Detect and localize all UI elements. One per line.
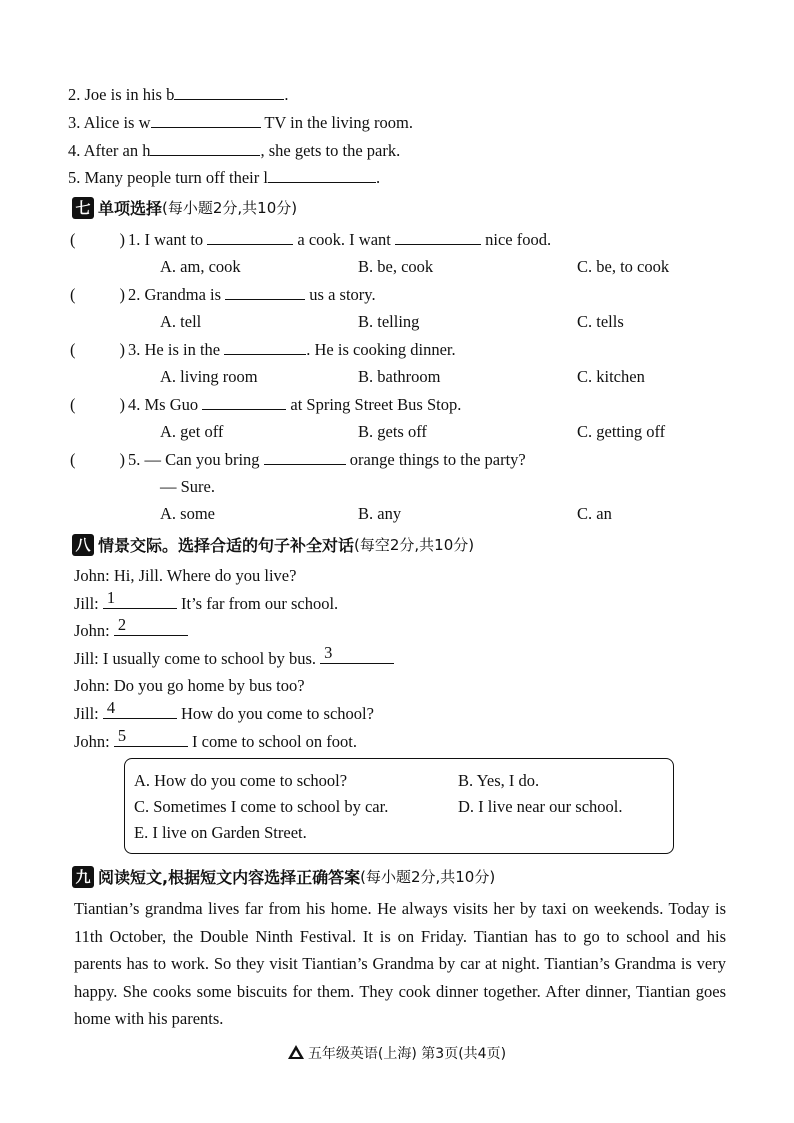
answer-paren[interactable]: ( ) xyxy=(70,285,125,304)
section-note: (每小题2分,共10分) xyxy=(162,199,298,217)
option-c[interactable]: C. kitchen xyxy=(577,367,645,386)
answer-blank[interactable] xyxy=(150,140,260,156)
option-b[interactable]: B. telling xyxy=(358,312,420,331)
fill-item-5: 5. Many people turn off their l . xyxy=(68,168,381,187)
dialogue-line-2: Jill: 1 It’s far from our school. xyxy=(74,588,339,613)
answer-blank[interactable] xyxy=(264,449,346,465)
answer-blank[interactable] xyxy=(224,339,306,355)
option-c[interactable]: C. getting off xyxy=(577,422,666,441)
answer-paren[interactable]: ( ) xyxy=(70,340,125,359)
answer-paren[interactable]: ( ) xyxy=(70,230,125,249)
answer-blank[interactable]: 2 xyxy=(114,620,188,636)
footer-text: 五年级英语(上海) 第3页(共4页) xyxy=(307,1046,507,1062)
section-7-header xyxy=(72,196,297,219)
option-a[interactable]: A. tell xyxy=(160,312,202,331)
answer-blank[interactable] xyxy=(268,167,376,183)
answer-paren[interactable]: ( ) xyxy=(70,450,125,469)
section-8-header xyxy=(72,533,474,556)
option-b[interactable]: B. gets off xyxy=(358,422,427,441)
choice-b[interactable]: B. Yes, I do. xyxy=(458,771,540,790)
mc-question-4: ( ) 4. Ms Guo at Spring Street Bus Stop. xyxy=(70,395,462,414)
option-c[interactable]: C. an xyxy=(577,504,612,523)
dialogue-line-7: John: 5 I come to school on foot. xyxy=(74,726,357,751)
mc-question-1: ( ) 1. I want to a cook. I want nice food. xyxy=(70,230,552,249)
option-a[interactable]: A. am, cook xyxy=(160,257,241,276)
section-badge: 八 xyxy=(72,534,94,556)
dialogue-line-6: Jill: 4 How do you come to school? xyxy=(74,698,374,723)
choice-a[interactable]: A. How do you come to school? xyxy=(134,771,348,790)
option-b[interactable]: B. any xyxy=(358,504,402,523)
option-a[interactable]: A. get off xyxy=(160,422,224,441)
fill-item-2: 2. Joe is in his b . xyxy=(68,85,289,104)
dialogue-line-5: John: Do you go home by bus too? xyxy=(74,676,305,695)
section-badge: 七 xyxy=(72,197,94,219)
dialogue-reply: — Sure. xyxy=(160,477,215,496)
logo-icon xyxy=(288,1045,304,1063)
section-9-header xyxy=(72,865,495,888)
section-note: (每小题2分,共10分) xyxy=(360,868,496,886)
answer-blank[interactable]: 5 xyxy=(114,731,188,747)
dialogue-line-4: Jill: I usually come to school by bus. 3 xyxy=(74,648,394,669)
section-title: 阅读短文,根据短文内容选择正确答案 xyxy=(98,868,361,887)
page-footer xyxy=(0,1043,794,1063)
reading-passage: Tiantian’s grandma lives far from his home. He always visits her by taxi on weekends. Today is 11th October, the Double Ninth Festival. It is on Friday. Tiantian has to go to school and his parents has to work. So they visit Tiantian’s Grandma by car at night. Tiantian’s Grandma is very happy. She cooks some biscuits for them. They cook dinner together. After dinner, Tiantian goes home with his parents. xyxy=(74,899,726,1028)
mc-question-5: ( ) 5. — Can you bring orange things to the party? xyxy=(70,450,526,469)
dialogue-line-1: John: Hi, Jill. Where do you live? xyxy=(74,566,297,585)
answer-blank[interactable] xyxy=(202,394,286,410)
fill-item-3: 3. Alice is w TV in the living room. xyxy=(68,113,413,132)
choice-e[interactable]: E. I live on Garden Street. xyxy=(134,823,307,842)
answer-blank[interactable]: 4 xyxy=(103,703,177,719)
answer-paren[interactable]: ( ) xyxy=(70,395,125,414)
section-title: 情景交际。选择合适的句子补全对话 xyxy=(98,536,355,555)
section-note: (每空2分,共10分) xyxy=(354,536,475,554)
option-a[interactable]: A. living room xyxy=(160,367,258,386)
answer-blank[interactable] xyxy=(174,84,284,100)
option-c[interactable]: C. tells xyxy=(577,312,624,331)
answer-blank[interactable]: 1 xyxy=(103,593,177,609)
answer-blank[interactable] xyxy=(207,229,293,245)
mc-question-2: ( ) 2. Grandma is us a story. xyxy=(70,285,376,304)
option-b[interactable]: B. be, cook xyxy=(358,257,434,276)
dialogue-line-3: John: 2 xyxy=(74,620,188,641)
choice-c[interactable]: C. Sometimes I come to school by car. xyxy=(134,797,389,816)
choice-d[interactable]: D. I live near our school. xyxy=(458,797,623,816)
fill-item-4: 4. After an h , she gets to the park. xyxy=(68,141,401,160)
option-b[interactable]: B. bathroom xyxy=(358,367,441,386)
answer-blank[interactable] xyxy=(225,284,305,300)
answer-blank[interactable] xyxy=(151,112,261,128)
answer-blank[interactable]: 3 xyxy=(320,648,394,664)
option-a[interactable]: A. some xyxy=(160,504,215,523)
mc-question-3: ( ) 3. He is in the . He is cooking dinner. xyxy=(70,340,456,359)
option-c[interactable]: C. be, to cook xyxy=(577,257,670,276)
answer-blank[interactable] xyxy=(395,229,481,245)
section-badge: 九 xyxy=(72,866,94,888)
section-title: 单项选择 xyxy=(98,199,163,218)
